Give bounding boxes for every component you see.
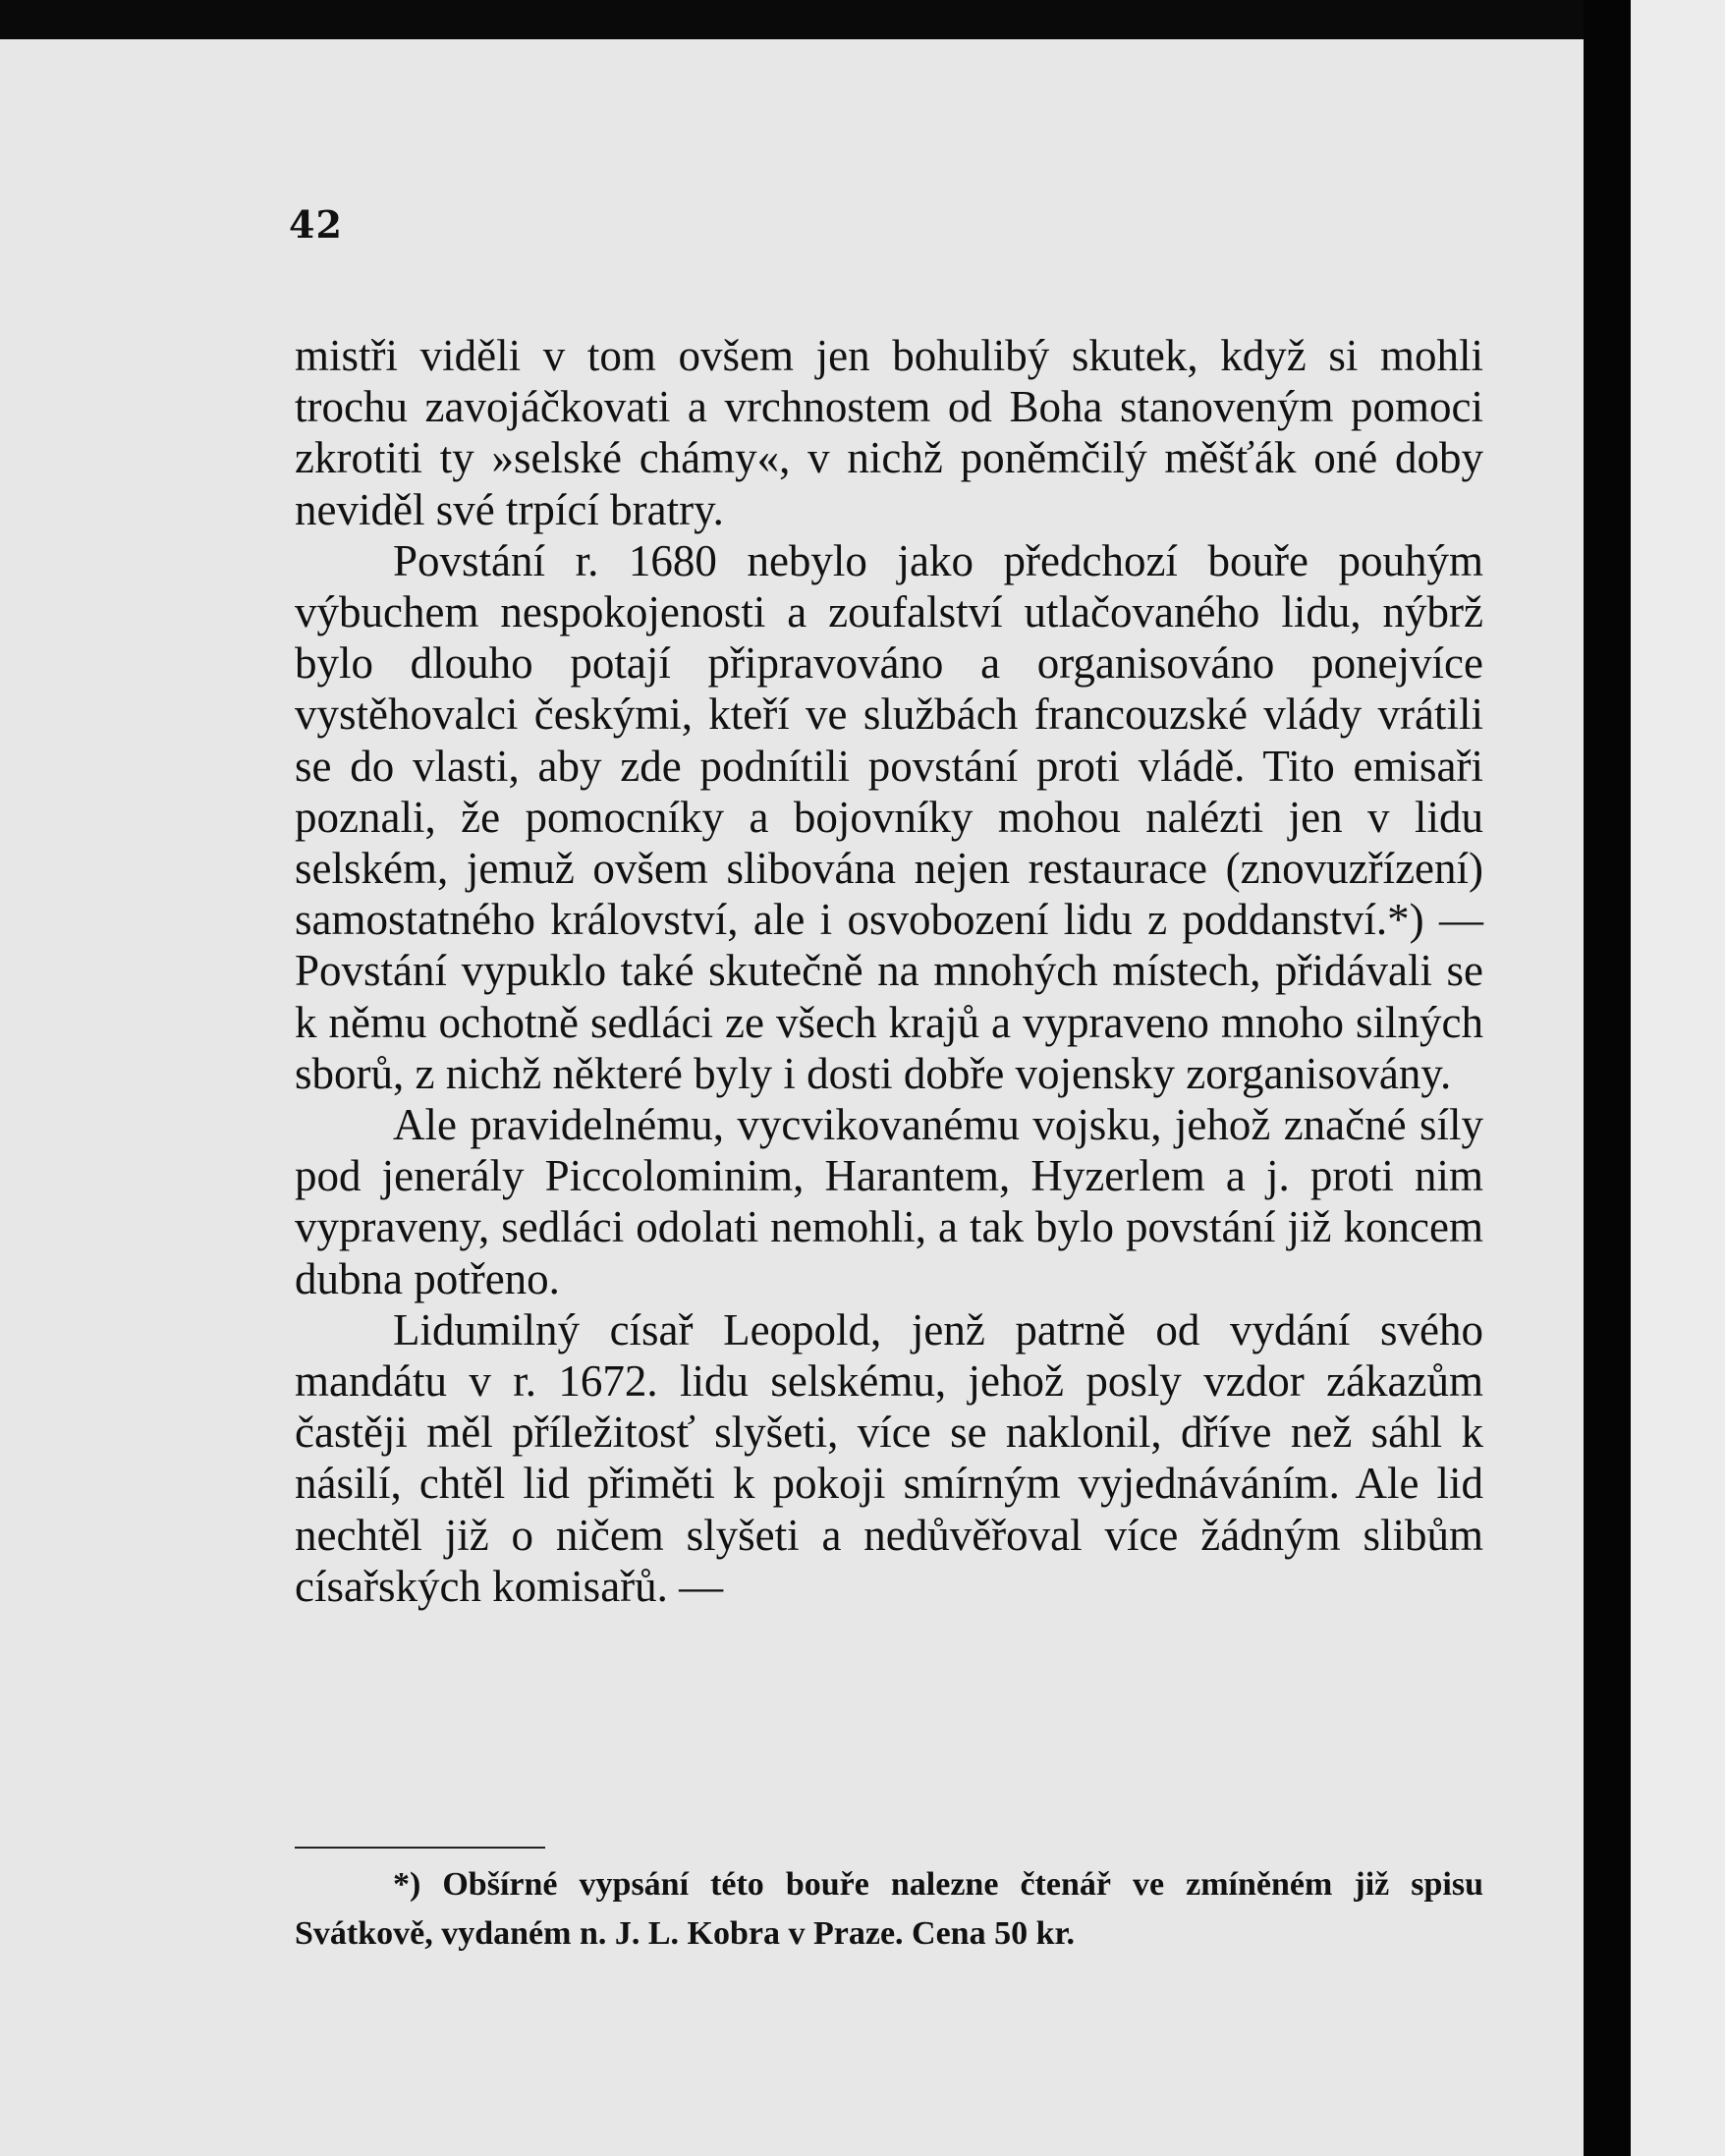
footnote-text: *) Obšírné vypsání této bouře nalezne čtenář ve zmíněném již spisu Svátkově, vydaném n. J. L. Kobra v Praze. Cena 50 kr. — [295, 1866, 1483, 1952]
paragraph: Povstání r. 1680 nebylo jako předchozí bouře pouhým výbuchem nespokojenosti a zoufalství utlačovaného lidu, nýbrž bylo dlouho potají připravováno a organisováno ponejvíce vystěhovalci českými, kteří ve službách francouzské vlády vrátili se do vlasti, aby zde podnítili povstání proti vládě. Tito emisaři poznali, že pomocníky a bojovníky mohou nalézti jen v lidu selském, jemuž ovšem slibována nejen restaurace (znovuzřízení) samostatného království, ale i osvobození lidu z poddanství.*) — Povstání vypuklo také skutečně na mnohých místech, přidávali se k němu ochotně sedláci ze všech krajů a vypraveno mnoho silných sborů, z nichž některé byly i dosti dobře vojensky zorganisovány. — [295, 535, 1483, 1098]
paragraph: mistři viděli v tom ovšem jen bohulibý skutek, když si mohli trochu zavojáčkovati a vrchnostem od Boha stanoveným pomoci zkrotiti ty »selské chámy«, v nichž poněmčilý měšťák oné doby neviděl své trpící bratry. — [295, 331, 1483, 534]
page-number: 42 — [289, 202, 343, 247]
book-spine-edge — [1584, 0, 1631, 2156]
paragraph: Lidumilný císař Leopold, jenž patrně od vydání svého mandátu v r. 1672. lidu selskému, jehož posly vzdor zákazům častěji měl příležitosť slyšeti, více se naklonil, dříve než sáhl k násilí, chtěl lid přiměti k pokoji smírným vyjednáváním. Ale lid nechtěl již o ničem slyšeti a nedůvěřoval více žádným slibům císařských komisařů. — — [295, 1304, 1483, 1611]
scan-top-border — [0, 0, 1584, 39]
footnote — [295, 1860, 1483, 1959]
footnote-divider — [295, 1847, 545, 1849]
body-text — [295, 330, 1483, 1612]
paragraph: Ale pravidelnému, vycvikovanému vojsku, jehož značné síly pod jenerály Piccolominim, Harantem, Hyzerlem a j. proti nim vypraveny, sedláci odolati nemohli, a tak bylo povstání již koncem dubna potřeno. — [295, 1100, 1483, 1303]
